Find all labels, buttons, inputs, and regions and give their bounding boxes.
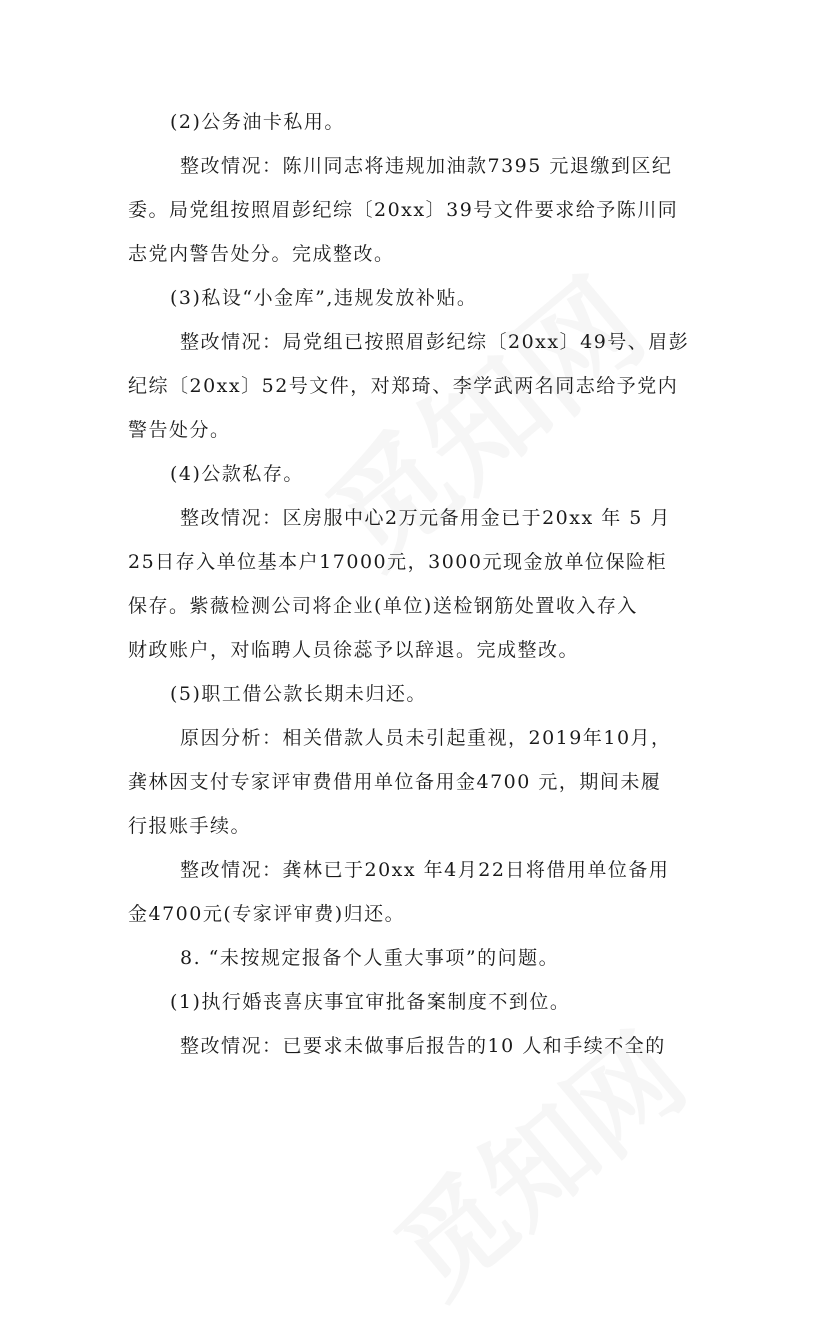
document-body [128, 100, 706, 1068]
item-heading: (5)职工借公款长期未归还。 [170, 683, 427, 705]
paragraph-line: 整改情况：陈川同志将违规加油款7395 元退缴到区纪 [180, 155, 673, 177]
paragraph-line: 财政账户，对临聘人员徐蕊予以辞退。完成整改。 [128, 639, 580, 661]
item-heading: (1)执行婚丧喜庆事宜审批备案制度不到位。 [170, 991, 571, 1013]
paragraph-line: 保存。紫薇检测公司将企业(单位)送检钢筋处置收入存入 [128, 595, 638, 617]
paragraph-line: 25日存入单位基本户17000元，3000元现金放单位保险柜 [128, 551, 667, 573]
paragraph-line: 警告处分。 [128, 419, 231, 441]
section-heading: 8. “未按规定报备个人重大事项”的问题。 [180, 947, 560, 969]
paragraph-line: 委。局党组按照眉彭纪综〔20xx〕39号文件要求给予陈川同 [128, 199, 679, 221]
paragraph-line: 龚林因支付专家评审费借用单位备用金4700 元，期间未履 [128, 771, 662, 793]
item-heading: (2)公务油卡私用。 [170, 111, 345, 133]
paragraph-line: 整改情况：局党组已按照眉彭纪综〔20xx〕49号、眉彭 [180, 331, 690, 353]
paragraph-line: 整改情况：龚林已于20xx 年4月22日将借用单位备用 [180, 859, 670, 881]
paragraph-line: 整改情况：区房服中心2万元备用金已于20xx 年 5 月 [180, 507, 671, 529]
paragraph-line: 金4700元(专家评审费)归还。 [128, 903, 406, 925]
item-heading: (3)私设“小金库”,违规发放补贴。 [170, 287, 478, 309]
paragraph-line: 志党内警告处分。完成整改。 [128, 243, 395, 265]
paragraph-line: 行报账手续。 [128, 815, 252, 837]
item-heading: (4)公款私存。 [170, 463, 304, 485]
paragraph-line: 原因分析：相关借款人员未引起重视，2019年10月， [180, 727, 672, 749]
paragraph-line: 纪综〔20xx〕52号文件，对郑琦、李学武两名同志给予党内 [128, 375, 679, 397]
paragraph-line: 整改情况：已要求未做事后报告的10 人和手续不全的 [180, 1035, 666, 1057]
